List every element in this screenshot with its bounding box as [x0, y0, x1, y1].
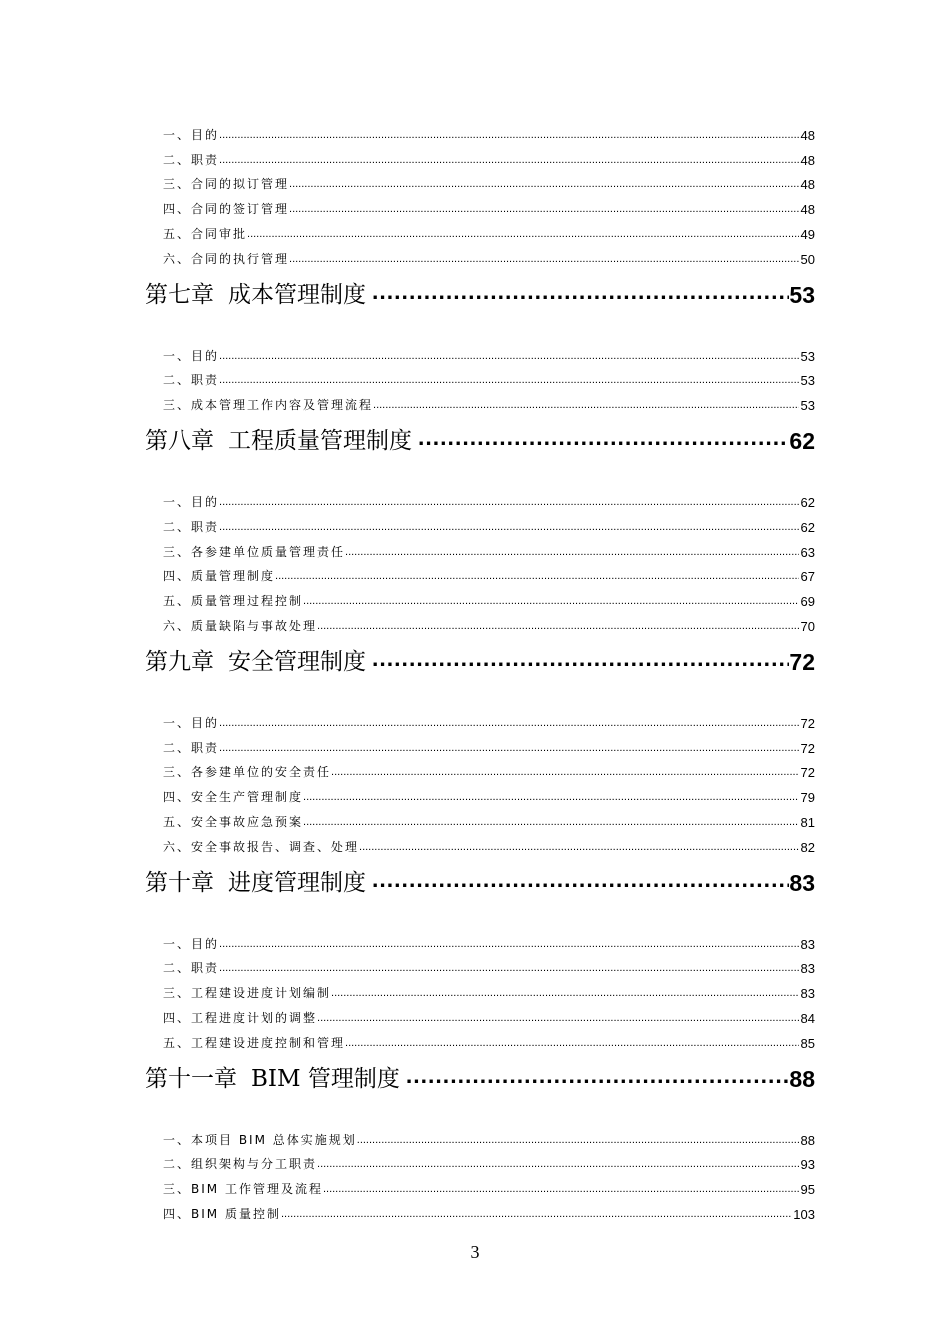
toc-section-label: 三、各参建单位质量管理责任: [163, 544, 346, 559]
toc-section-label: 三、工程建设进度计划编制: [163, 986, 332, 1001]
toc-leader-dots: [303, 789, 799, 805]
toc-section-label: 三、各参建单位的安全责任: [163, 765, 332, 780]
toc-chapter-title: 进度管理制度: [228, 869, 366, 896]
toc-leader-dots: [317, 1156, 799, 1172]
toc-section-label: 四、BIM 质量控制: [163, 1206, 281, 1221]
toc-chapter-number: 第十一章: [145, 1065, 237, 1092]
toc-section-entry[interactable]: [145, 388, 815, 413]
toc-page-number: 62: [800, 519, 815, 535]
toc-chapter-label: [145, 643, 372, 676]
toc-section-label: 五、质量管理过程控制: [163, 594, 304, 609]
toc-leader-dots: [289, 201, 799, 217]
toc-page-number: 63: [800, 544, 815, 560]
toc-page-number: 72: [800, 765, 815, 781]
toc-leader-dots: [219, 348, 799, 364]
page-number: 3: [470, 1242, 480, 1262]
toc-leader-dots: [372, 867, 789, 897]
toc-section-entry[interactable]: [145, 192, 815, 217]
toc-page-number: 48: [800, 127, 815, 143]
toc-section-label: 二、职责: [163, 152, 220, 167]
toc-chapter-number: 第九章: [145, 648, 214, 675]
toc-page-number: 83: [789, 869, 815, 896]
toc-section-entry[interactable]: [145, 952, 815, 977]
toc-leader-dots: [289, 176, 799, 192]
toc-chapter-label: [145, 864, 372, 897]
toc-section-label: 二、职责: [163, 519, 220, 534]
toc-chapter-entry[interactable]: [145, 269, 815, 309]
toc-page-number: 48: [800, 202, 815, 218]
toc-page-number: 95: [800, 1182, 815, 1198]
toc-leader-dots: [372, 279, 789, 309]
toc-page-number: 62: [800, 494, 815, 510]
toc-section-entry[interactable]: [145, 1001, 815, 1026]
toc-section-entry[interactable]: [145, 731, 815, 756]
toc-section-entry[interactable]: [145, 805, 815, 830]
toc-section-entry[interactable]: [145, 1197, 815, 1222]
toc-section-entry[interactable]: [145, 242, 815, 267]
toc-leader-dots: [317, 1010, 799, 1026]
toc-chapter-title: 成本管理制度: [228, 281, 366, 308]
toc-page-number: 79: [800, 790, 815, 806]
toc-leader-dots: [219, 715, 799, 731]
toc-leader-dots: [219, 372, 799, 388]
toc-page-number: 48: [800, 152, 815, 168]
toc-leader-dots: [219, 936, 799, 952]
toc-section-label: 一、目的: [163, 494, 220, 509]
toc-section-label: 四、合同的签订管理: [163, 202, 290, 217]
toc-page-number: 50: [800, 251, 815, 267]
toc-page-number: 103: [793, 1206, 815, 1222]
toc-section-label: 二、职责: [163, 740, 220, 755]
toc-leader-dots: [345, 544, 799, 560]
toc-page-number: 62: [789, 428, 815, 455]
toc-leader-dots: [359, 839, 799, 855]
toc-section-entry[interactable]: [145, 217, 815, 242]
toc-leader-dots: [219, 494, 799, 510]
toc-page-number: 67: [800, 569, 815, 585]
toc-leader-dots: [219, 127, 799, 143]
toc-section-label: 一、本项目 BIM 总体实施规划: [163, 1132, 357, 1147]
toc-leader-dots: [345, 1035, 799, 1051]
toc-page-number: 84: [800, 1010, 815, 1026]
toc-leader-dots: [219, 519, 799, 535]
toc-page-number: 53: [800, 373, 815, 389]
toc-chapter-number: 第七章: [145, 281, 214, 308]
toc-section-entry[interactable]: [145, 535, 815, 560]
table-of-contents: [145, 118, 815, 1222]
toc-section-entry[interactable]: [145, 756, 815, 781]
toc-page-number: 72: [800, 715, 815, 731]
toc-chapter-entry[interactable]: [145, 415, 815, 455]
toc-section-label: 一、目的: [163, 715, 220, 730]
toc-section-label: 二、组织架构与分工职责: [163, 1157, 318, 1172]
toc-page-number: 81: [800, 814, 815, 830]
toc-page-number: 53: [800, 348, 815, 364]
toc-page-number: 72: [789, 648, 815, 675]
toc-leader-dots: [331, 764, 799, 780]
toc-leader-dots: [418, 425, 789, 455]
toc-leader-dots: [289, 251, 799, 267]
toc-leader-dots: [219, 152, 799, 168]
toc-section-label: 三、BIM 工作管理及流程: [163, 1182, 323, 1197]
toc-leader-dots: [219, 740, 799, 756]
toc-chapter-title: BIM 管理制度: [251, 1065, 400, 1092]
toc-page-number: 88: [800, 1132, 815, 1148]
toc-leader-dots: [357, 1132, 799, 1148]
toc-leader-dots: [331, 985, 799, 1001]
toc-page-number: 88: [789, 1065, 815, 1092]
toc-section-label: 一、目的: [163, 936, 220, 951]
toc-section-entry[interactable]: [145, 1123, 815, 1148]
toc-section-entry[interactable]: [145, 510, 815, 535]
toc-page-number: 69: [800, 594, 815, 610]
toc-chapter-title: 工程质量管理制度: [228, 428, 412, 455]
toc-leader-dots: [303, 593, 799, 609]
toc-section-label: 一、目的: [163, 348, 220, 363]
toc-section-entry[interactable]: [145, 609, 815, 634]
toc-section-label: 四、质量管理制度: [163, 569, 276, 584]
toc-section-label: 六、质量缺陷与事故处理: [163, 618, 318, 633]
toc-section-label: 五、工程建设进度控制和管理: [163, 1035, 346, 1050]
toc-chapter-label: [145, 1060, 406, 1093]
toc-section-label: 三、合同的拟订管理: [163, 177, 290, 192]
toc-leader-dots: [406, 1063, 790, 1093]
toc-leader-dots: [323, 1181, 799, 1197]
toc-page-number: 93: [800, 1157, 815, 1173]
toc-leader-dots: [281, 1206, 791, 1222]
toc-page-number: 53: [789, 281, 815, 308]
toc-section-entry[interactable]: [145, 485, 815, 510]
toc-chapter-entry[interactable]: [145, 1053, 815, 1093]
toc-section-entry[interactable]: [145, 830, 815, 855]
toc-page-number: 85: [800, 1035, 815, 1051]
toc-section-entry[interactable]: [145, 339, 815, 364]
toc-section-label: 五、安全事故应急预案: [163, 814, 304, 829]
toc-page-number: 53: [800, 398, 815, 414]
toc-section-entry[interactable]: [145, 706, 815, 731]
toc-section-label: 六、安全事故报告、调查、处理: [163, 839, 360, 854]
toc-page-number: 48: [800, 177, 815, 193]
toc-section-label: 四、安全生产管理制度: [163, 790, 304, 805]
toc-chapter-label: [145, 422, 418, 455]
toc-section-entry[interactable]: [145, 1172, 815, 1197]
toc-chapter-title: 安全管理制度: [228, 648, 366, 675]
toc-section-entry[interactable]: [145, 364, 815, 389]
toc-section-entry[interactable]: [145, 976, 815, 1001]
toc-leader-dots: [275, 568, 799, 584]
toc-leader-dots: [317, 618, 799, 634]
toc-chapter-label: [145, 276, 372, 309]
toc-section-entry[interactable]: [145, 1026, 815, 1051]
toc-section-label: 二、职责: [163, 373, 220, 388]
toc-section-label: 三、成本管理工作内容及管理流程: [163, 398, 374, 413]
toc-chapter-number: 第八章: [145, 428, 214, 455]
toc-section-label: 五、合同审批: [163, 226, 248, 241]
toc-section-label: 二、职责: [163, 961, 220, 976]
toc-section-label: 一、目的: [163, 127, 220, 142]
toc-chapter-entry[interactable]: [145, 636, 815, 676]
toc-page-number: 72: [800, 740, 815, 756]
toc-section-entry[interactable]: [145, 927, 815, 952]
toc-section-entry[interactable]: [145, 168, 815, 193]
toc-section-entry[interactable]: [145, 780, 815, 805]
toc-page-number: 49: [800, 226, 815, 242]
toc-page-number: 83: [800, 961, 815, 977]
toc-page-number: 83: [800, 936, 815, 952]
toc-section-entry[interactable]: [145, 584, 815, 609]
toc-chapter-entry[interactable]: [145, 857, 815, 897]
toc-leader-dots: [247, 226, 799, 242]
toc-section-entry[interactable]: [145, 143, 815, 168]
toc-leader-dots: [219, 960, 799, 976]
toc-chapter-number: 第十章: [145, 869, 214, 896]
toc-section-entry[interactable]: [145, 118, 815, 143]
toc-page-number: 83: [800, 986, 815, 1002]
toc-leader-dots: [303, 814, 799, 830]
toc-leader-dots: [373, 397, 799, 413]
toc-section-label: 六、合同的执行管理: [163, 251, 290, 266]
toc-section-entry[interactable]: [145, 1148, 815, 1173]
toc-leader-dots: [372, 646, 789, 676]
toc-section-entry[interactable]: [145, 560, 815, 585]
toc-page-number: 82: [800, 839, 815, 855]
toc-page-number: 70: [800, 618, 815, 634]
toc-section-label: 四、工程进度计划的调整: [163, 1010, 318, 1025]
